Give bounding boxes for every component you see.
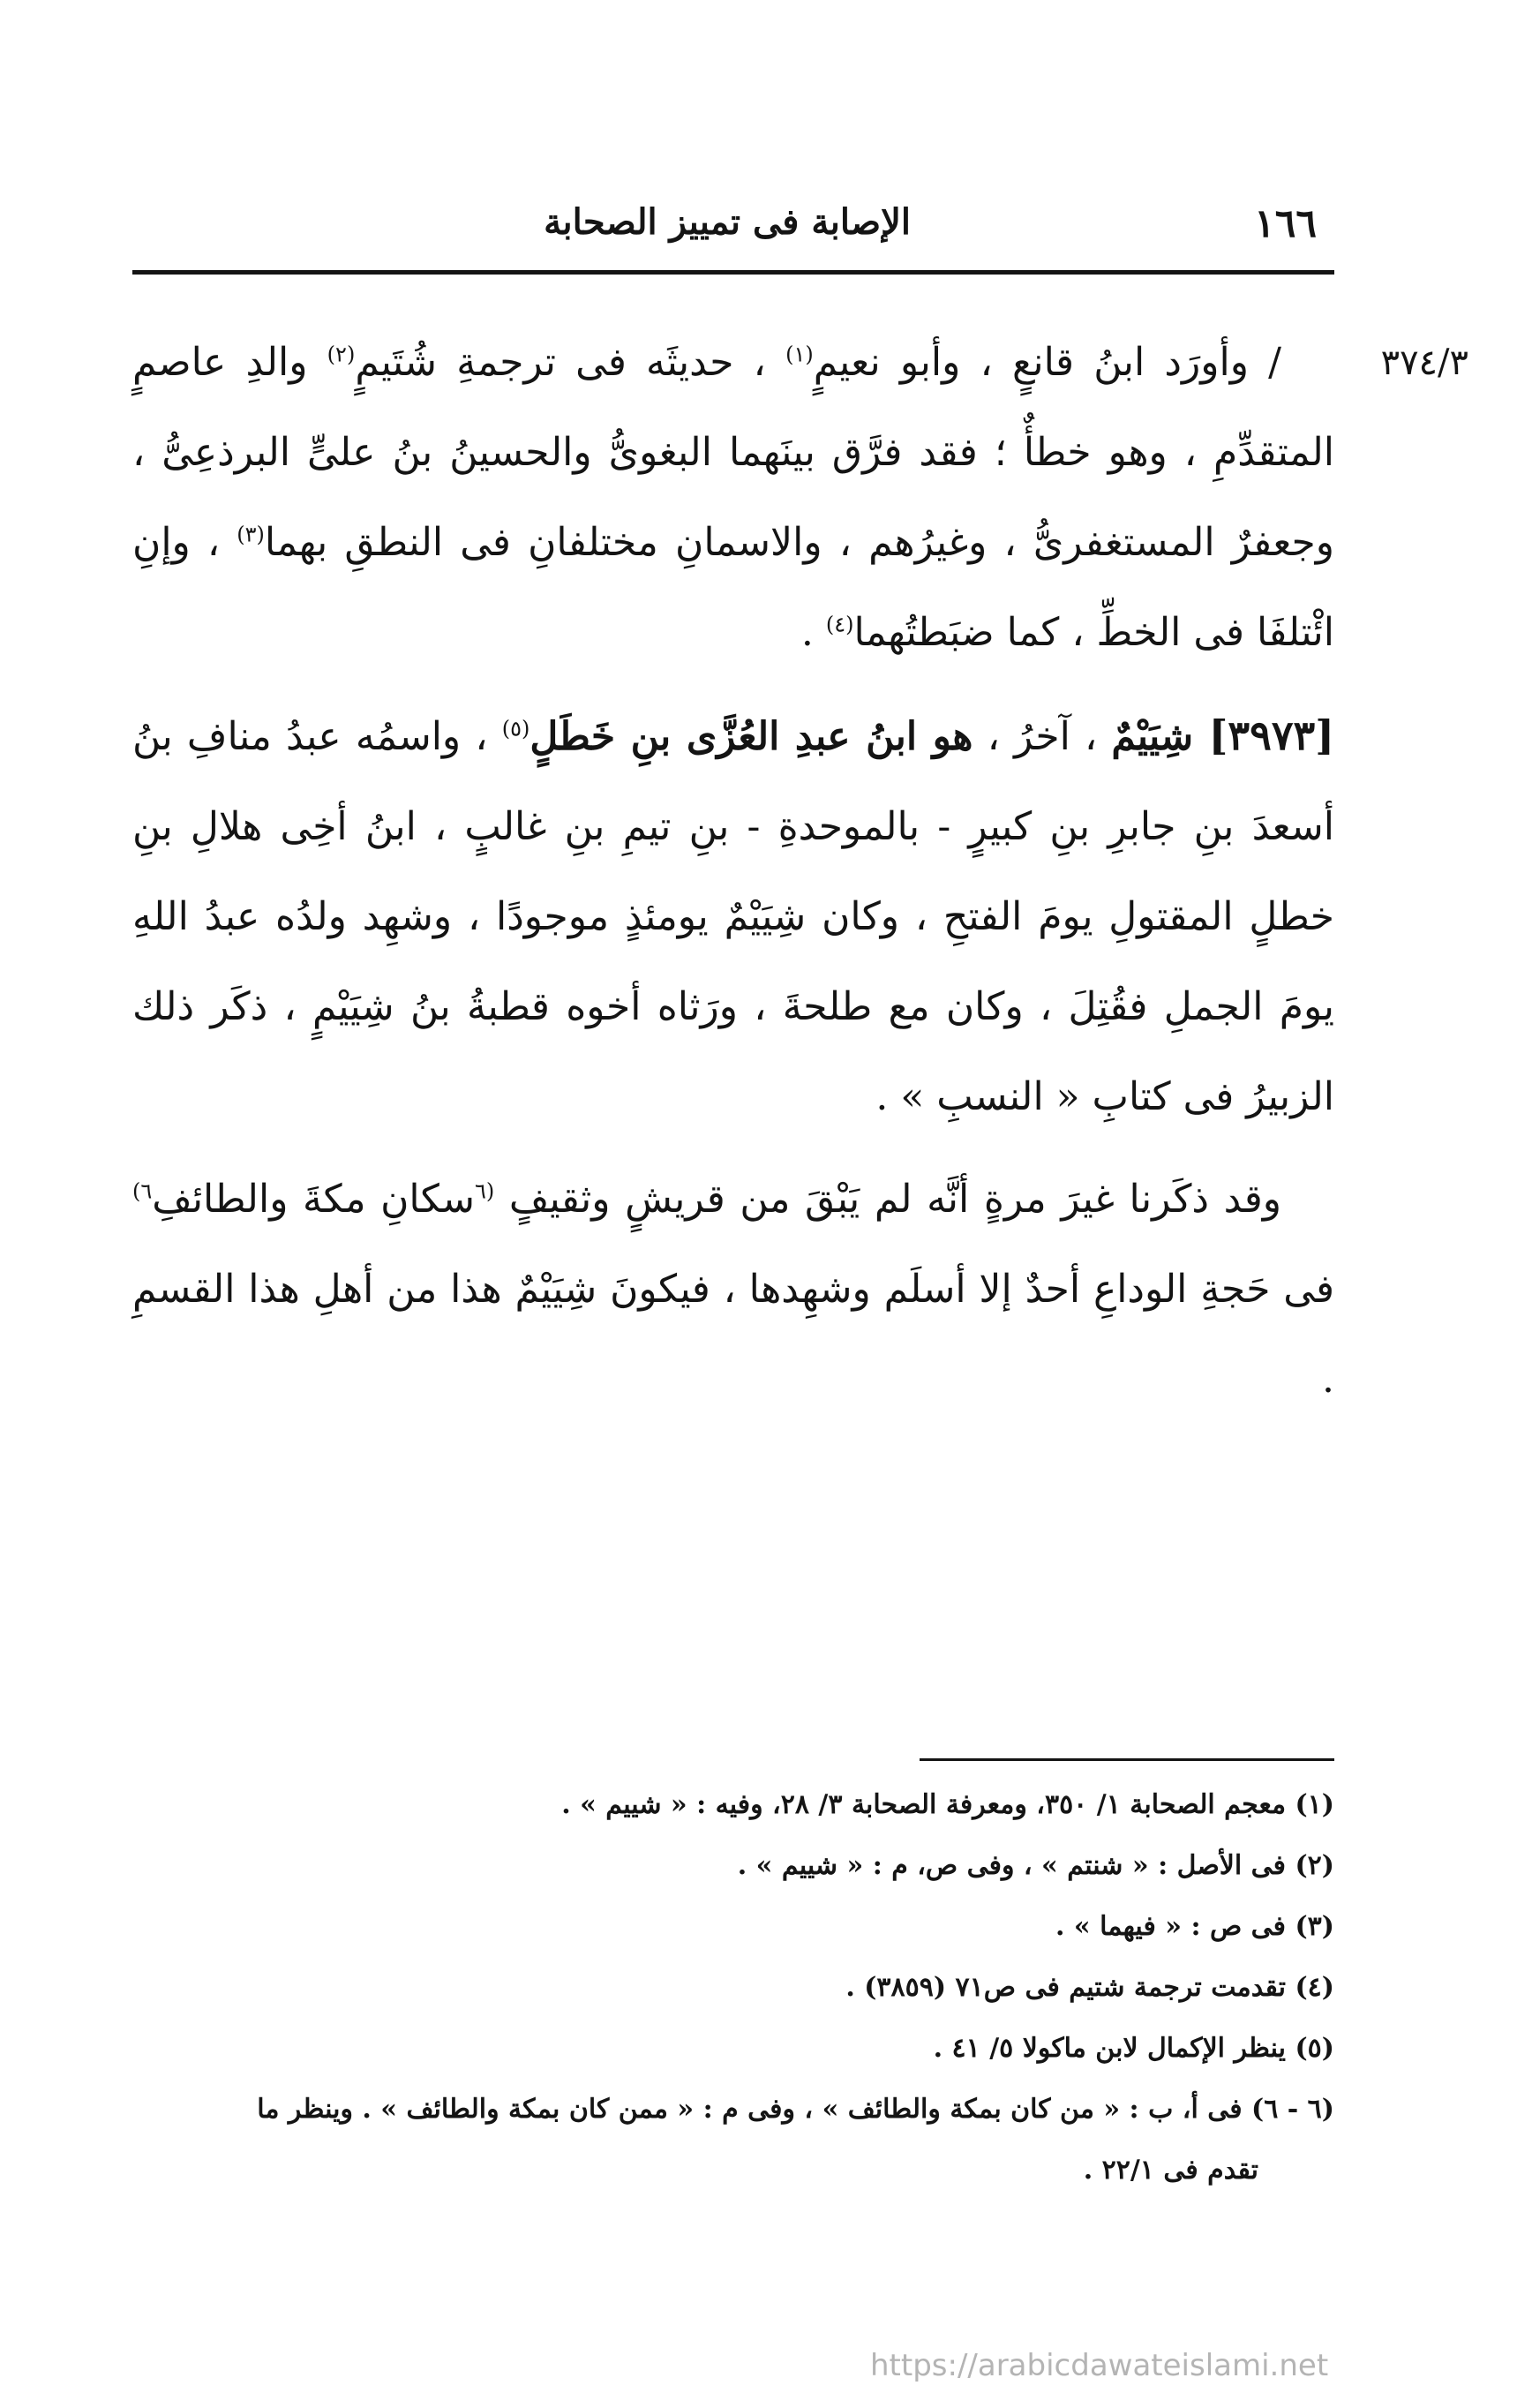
- entry-number: [٣٩٧٣]: [1208, 711, 1334, 759]
- running-header: [132, 196, 1334, 267]
- footnote-marker: (٢): [327, 342, 356, 367]
- footnote-6: (٦ - ٦) فى أ، ب : « من كان بمكة والطائف » ، وفى م : « ممن كان بمكة والطائف » . وينظر ما: [257, 2094, 1334, 2125]
- entry-lineage: هو ابنُ عبدِ العُزَّى بنِ خَطَلٍ: [529, 714, 973, 759]
- page-number: ١٦٦: [1254, 201, 1317, 246]
- main-text: [132, 318, 1334, 1437]
- footnote-rule: [920, 1758, 1334, 1761]
- footnote-marker: ٦): [132, 1178, 153, 1204]
- paragraph-1: [132, 318, 1334, 678]
- footnote-marker: (٥): [501, 716, 530, 741]
- text-run: ، آخرُ ،: [973, 714, 1112, 759]
- footnote-6-continuation: تقدم فى ٢٢/١ .: [1083, 2155, 1258, 2186]
- text-run: والدِ عاصمٍ المتقدِّمِ ، وهو خطأٌ ؛ فقد فرَّق بينَهما البغوىُّ والحسينُ بنُ علىٍّ البرذعِىُّ ، وجعفرٌ المستغفرىُّ ، وغيرُهم ، والاسمانِ مختلفانِ فى النطقِ بهما: [132, 340, 1334, 565]
- footnote-4: (٤) تقدمت ترجمة شتيم فى ص٧١ (٣٨٥٩) .: [845, 1972, 1334, 2003]
- text-run: سكانِ مكةَ والطائفِ: [152, 1177, 476, 1222]
- watermark-url: https://arabicdawateislami.net: [870, 2348, 1329, 2383]
- footnote-marker: (٣): [237, 522, 265, 547]
- footnote-marker: (٤): [825, 612, 854, 637]
- footnote-marker: (٦: [475, 1178, 495, 1204]
- footnote-marker: (١): [785, 342, 814, 367]
- entry-name: شِيَيْمٌ: [1111, 714, 1209, 759]
- text-run: وقد ذكَرنا غيرَ مرةٍ أنَّه لم يَبْقَ من قريشٍ وثقيفٍ: [494, 1177, 1281, 1222]
- text-run: ، حديثَه فى ترجمةِ شُتَيمٍ: [355, 340, 786, 385]
- text-run: .: [800, 610, 826, 655]
- paragraph-3: [132, 1155, 1334, 1425]
- text-run: / وأورَد ابنُ قانعٍ ، وأبو نعيمٍ: [813, 340, 1282, 385]
- margin-volume-page-ref: ٣٧٤/٣: [1380, 342, 1468, 383]
- footnotes: [132, 1774, 1334, 2201]
- footnote-3: (٣) فى ص : « فيهما » .: [1055, 1911, 1334, 1942]
- text-run: ، وإنِ ائْتلفَا فى الخطِّ ، كما ضبَطتُهما: [132, 520, 1334, 655]
- footnote-5: (٥) ينظر الإكمال لابن ماكولا ٥/ ٤١ .: [933, 2033, 1334, 2064]
- footnote-1: (١) معجم الصحابة ١/ ٣٥٠، ومعرفة الصحابة ٣/ ٢٨، وفيه : « شييم » .: [561, 1789, 1334, 1820]
- text-run: فى حَجةِ الوداعِ أحدٌ إلا أسلَم وشهِدها ، فيكونَ شِيَيْمٌ هذا من أهلِ هذا القسمِ .: [132, 1267, 1334, 1402]
- footnote-2: (٢) فى الأصل : « شنتم » ، وفى ص، م : « شييم » .: [737, 1850, 1334, 1881]
- header-rule: [132, 270, 1334, 275]
- text-run: ، واسمُه عبدُ منافِ بنُ أسعدَ بنِ جابرِ بنِ كبيرٍ - بالموحدةِ - بنِ تيمِ بنِ غالبٍ ، ابنُ أخِى هلالِ بنِ خطلٍ المقتولِ يومَ الفتحِ ، وكان شِيَيْمٌ يومئذٍ موجودًا ، وشهِد ولدُه عبدُ اللهِ يومَ الجملِ فقُتِلَ ، وكان مع طلحةَ ، ورَثاه أخوه قطبةُ بنُ شِيَيْمٍ ، ذكَر ذلك الزبيرُ فى كتابِ « النسبِ » .: [132, 714, 1334, 1119]
- paragraph-2-entry: [132, 690, 1334, 1142]
- running-title: الإصابة فى تمييز الصحابة: [544, 201, 911, 243]
